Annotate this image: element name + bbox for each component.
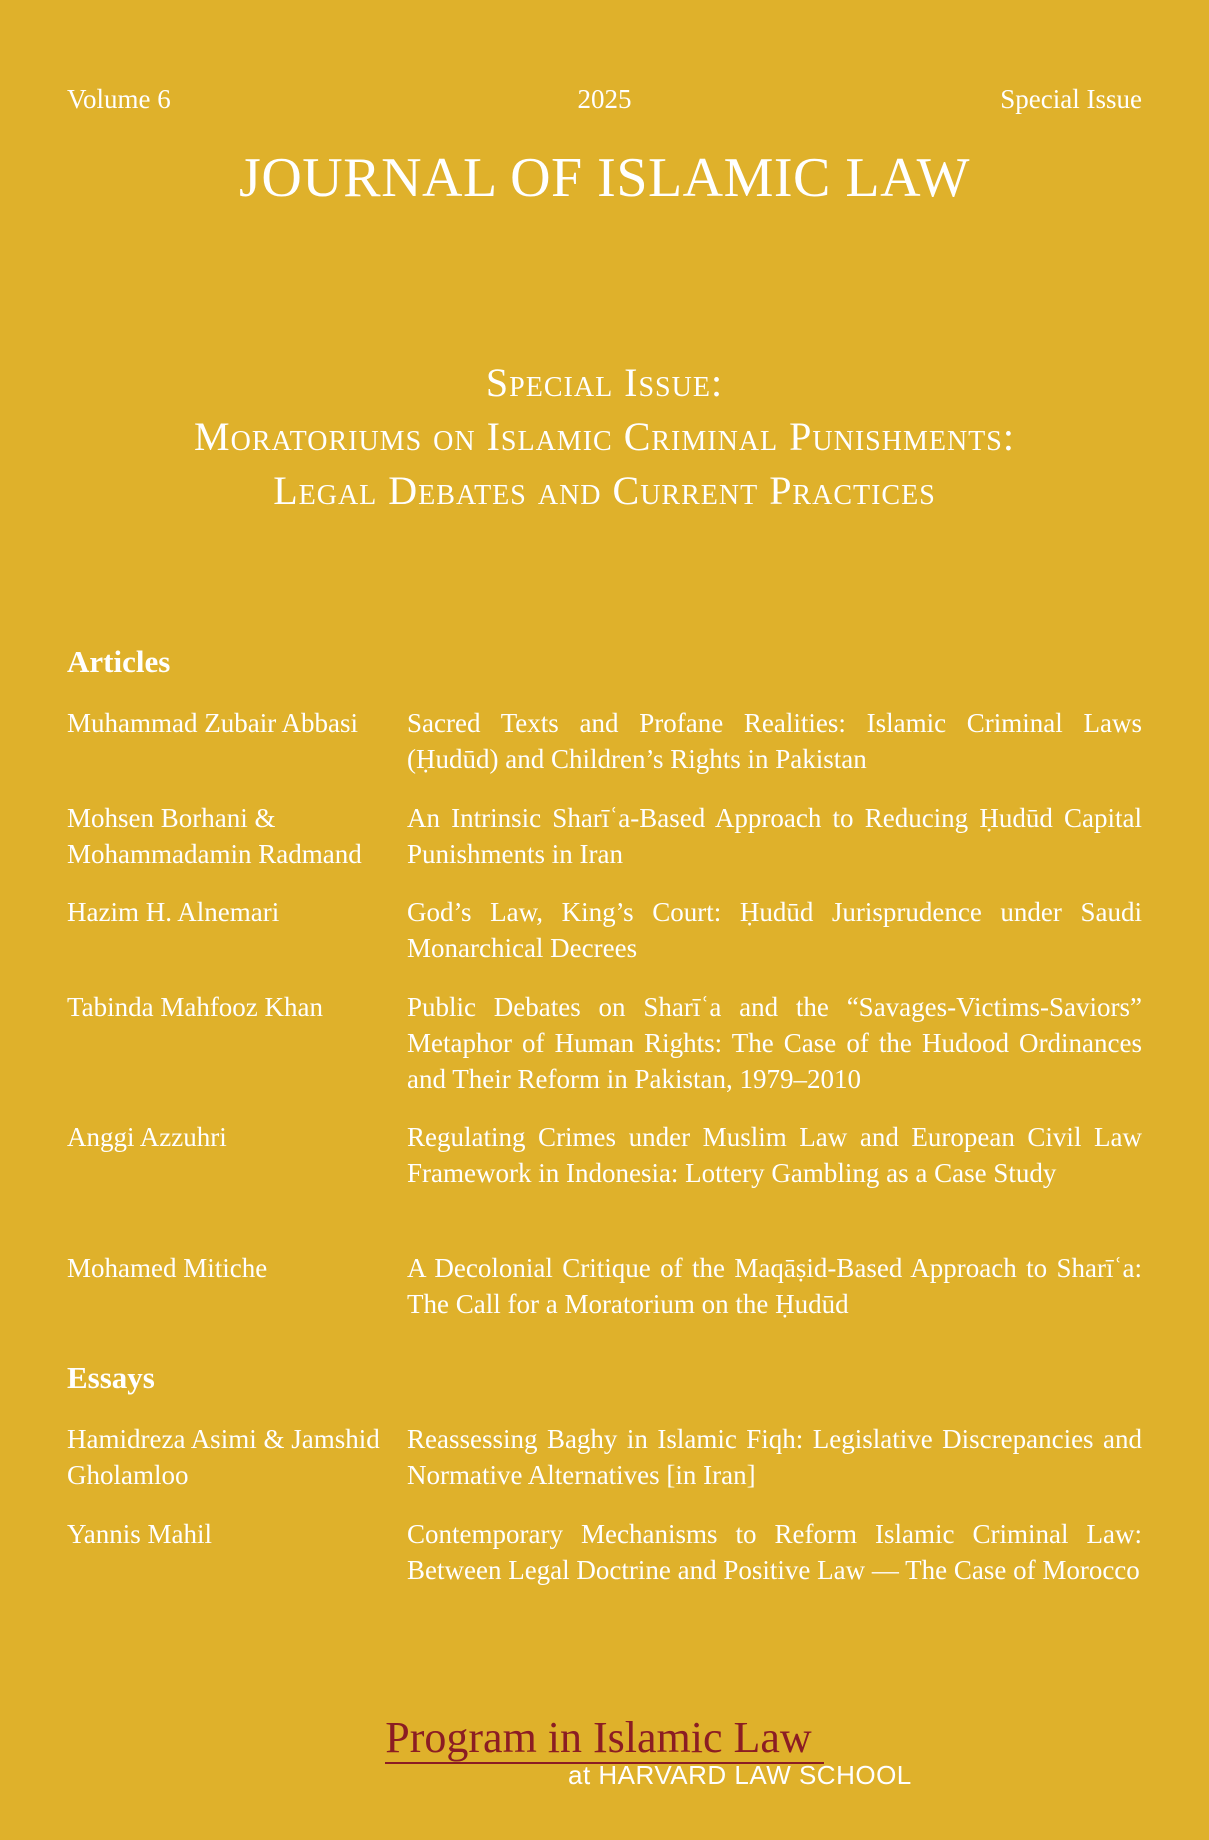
article-author: Muhammad Zubair Abbasi [67,708,358,738]
special-issue-line-3: Legal Debates and Current Practices [273,468,936,513]
publication-year: 2025 [577,84,632,114]
article-title: A Decolonial Critique of the Maqāṣid-Based Approach to Sharīʿa: The Call for a Moratorium on the Ḥudūd [407,1253,1142,1319]
article-author: Mohamed Mitiche [67,1253,268,1283]
article-title: Public Debates on Sharīʿa and the “Savages-Victims-Saviors” Metaphor of Human Rights: The Case of the Hudood Ordinances and Their Reform in Pakistan, 1979–2010 [407,992,1142,1094]
article-title: God’s Law, King’s Court: Ḥudūd Jurisprudence under Saudi Monarchical Decrees [407,897,1142,963]
essay-title: Reassessing Baghy in Islamic Fiqh: Legislative Discrepancies and Normative Alternatives [in Iran] [407,1424,1142,1490]
special-issue-line-1: Special Issue: [485,360,724,405]
program-logo [0,1713,1209,1790]
essays-heading: Essays [67,1360,155,1395]
article-author: Tabinda Mahfooz Khan [67,992,324,1022]
program-name: Program in Islamic Law [385,1716,823,1764]
article-title: An Intrinsic Sharīʿa-Based Approach to Reducing Ḥudūd Capital Punishments in Iran [407,803,1142,869]
article-author: Hazim H. Alnemari [67,897,280,927]
journal-title: JOURNAL OF ISLAMIC LAW [239,147,970,209]
article-author: Mohsen Borhani & Mohammadamin Radmand [67,803,362,869]
essay-author: Hamidreza Asimi & Jamshid Gholamloo [67,1424,380,1490]
issue-type: Special Issue [1000,84,1142,114]
volume-number: Volume 6 [67,84,171,114]
article-title: Regulating Crimes under Muslim Law and European Civil Law Framework in Indonesia: Lottery Gambling as a Case Study [407,1122,1142,1188]
article-title: Sacred Texts and Profane Realities: Islamic Criminal Laws (Ḥudūd) and Children’s Rights in Pakistan [407,708,1142,774]
article-author: Anggi Azzuhri [67,1122,227,1152]
special-issue-heading [0,356,1209,518]
school-name: at HARVARD LAW SCHOOL [568,1760,912,1790]
special-issue-line-2: Moratoriums on Islamic Criminal Punishments: [194,414,1015,459]
essay-title: Contemporary Mechanisms to Reform Islamic Criminal Law: Between Legal Doctrine and Positive Law — The Case of Morocco [407,1519,1142,1585]
essay-author: Yannis Mahil [67,1519,213,1549]
cover-top-line [67,84,1142,124]
articles-heading: Articles [67,644,171,679]
